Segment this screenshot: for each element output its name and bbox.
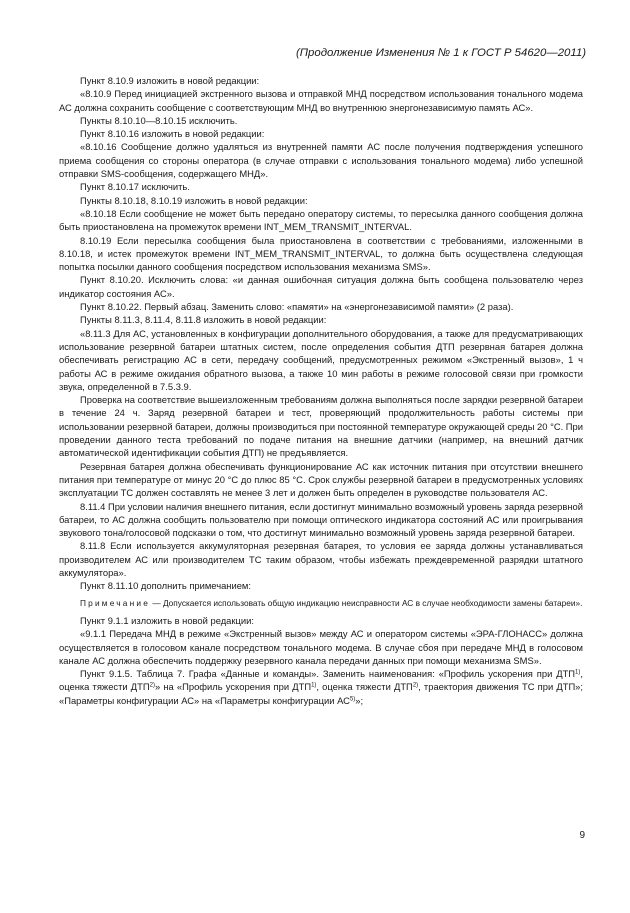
- footnote-ref: 5): [349, 696, 356, 703]
- paragraph: «8.11.3 Для АС, установленных в конфигурации дополнительного оборудования, а также для предусматривающих использование резервной батареи штатных систем, после определения события ДТП резервная батарея должна обеспечивать регистрацию АС в сети, передачу сообщений, предусмотренных режимом «Экстренный вызов», 1 ч работы АС в режиме ожидания обратного вызова, а также 10 мин работы в режиме голосовой связи при громкости звука, определенной в 7.5.3.9.: [59, 327, 583, 392]
- paragraph: Проверка на соответствие вышеизложенным требованиям должна выполняться после зарядки резервной батареи в течение 24 ч. Заряд резервной батареи и тест, проверяющий продолжительность работы системы при использовании резервной батареи, должны производиться при постоянной температуре окружающей среды 20 °С. При проведении данного теста требований по подаче питания на внешние датчики (например, на внешний датчик автоматической идентификации события ДТП) не предъявляется.: [59, 394, 583, 459]
- paragraph: «9.1.1 Передача МНД в режиме «Экстренный вызов» между АС и оператором системы «ЭРА-ГЛОНАСС» должна осуществляется в голосовом канале посредством тонального модема. В случае сбоя при передаче МНД в голосовом канале АС должна обеспечить поддержку резервного канала передачи данных при помощи механизма SMS».: [59, 628, 583, 666]
- note-text: — Допускается использовать общую индикацию неисправности АС в случае необходимости замены батареи».: [150, 597, 583, 608]
- paragraph: Пункт 9.1.1 изложить в новой редакции:: [80, 614, 254, 626]
- paragraph: Резервная батарея должна обеспечивать функционирование АС как источник питания при отсутствии внешнего питания при температуре от минус 20 °С до плюс 85 °С. Срок службы резервной батареи в предусмотренных условиях эксплуатации ТС должен составлять не менее 3 лет и должен быть определен в руководстве пользователя АС.: [59, 460, 583, 499]
- note-label: Примечание: [80, 597, 151, 608]
- paragraph: 8.10.19 Если пересылка сообщения была приостановлена в соответствии с требованиями, изложенными в 8.10.18, и истек промежуток времени INT_MEM_TRANSMIT_INTERVAL, то должна быть осуществлена следующая попытка посылки данного сообщения посредством использования механизма SMS».: [59, 234, 583, 273]
- page-number: 9: [579, 830, 585, 841]
- paragraph-with-footnotes: Пункт 9.1.5. Таблица 7. Графа «Данные и команды». Заменить наименования: «Профиль ускорения при ДТП$^{1)}$, оценка тяжести ДТП$^{2)}$» на «Профиль ускорения при ДТП$^{1)}$, оценка тяжести ДТП$^{2)}$, траектория движения ТС при ДТП»; «Параметры конфигурации АС» на «Параметры конфигурации АС$^{5)}$»;: [59, 668, 584, 706]
- paragraph: Пункт 8.10.16 изложить в новой редакции:: [80, 128, 265, 140]
- footnote-ref: 2): [412, 682, 419, 689]
- paragraph: Пункт 8.10.22. Первый абзац. Заменить слово: «памяти» на «энергонезависимой памяти» (2 раза).: [80, 301, 514, 313]
- paragraph: Пункт 8.10.9 изложить в новой редакции:: [80, 75, 260, 86]
- paragraph: 8.11.8 Если используется аккумуляторная резервная батарея, то условия ее заряда должны устанавливаться производителем АС или производителем ТС таким образом, чтобы избежать преждевременной разрядки штатного аккумулятора».: [59, 540, 583, 578]
- paragraph: Пункт 8.10.17 исключить.: [80, 181, 190, 193]
- note-paragraph: [59, 598, 583, 609]
- paragraph: Пункт 8.11.10 дополнить примечанием:: [80, 580, 251, 592]
- paragraph: 8.11.4 При условии наличия внешнего питания, если достигнут минимально возможный уровень заряда резервной батареи, то АС должна сообщить пользователю при помощи оптического индикатора состояний АС или проигрывания звукового тона/голосовой подсказки о том, что достигнут минимально возможный уровень заряда резервной батареи.: [59, 500, 583, 539]
- paragraph: «8.10.16 Сообщение должно удаляться из внутренней памяти АС после получения подтверждения успешного приема сообщения со стороны оператора (в случае отправки с использования тонального модема) либо успешной отправки SMS-сообщения, содержащего МНД».: [59, 141, 583, 180]
- paragraph: Пункты 8.11.3, 8.11.4, 8.11.8 изложить в новой редакции:: [80, 314, 327, 326]
- footnote-ref: 1): [311, 682, 317, 689]
- document-body: [59, 74, 583, 707]
- paragraph: Пункты 8.10.18, 8.10.19 изложить в новой редакции:: [80, 194, 308, 206]
- paragraph: «8.10.9 Перед инициацией экстренного вызова и отправкой МНД посредством использования тонального модема АС должна сохранить сообщение с соответствующим МНД во внутреннюю энергонезависимую память АС».: [59, 88, 583, 113]
- running-header: (Продолжение Изменения № 1 к ГОСТ Р 54620—2011): [295, 47, 586, 59]
- paragraph: Пункты 8.10.10—8.10.15 исключить.: [80, 114, 238, 126]
- footnote-ref: 1): [575, 669, 581, 676]
- paragraph: Пункт 8.10.20. Исключить слова: «и данная ошибочная ситуация должна быть сообщена пользователю через индикатор состояния АС».: [59, 274, 583, 299]
- paragraph: «8.10.18 Если сообщение не может быть передано оператору системы, то пересылка данного сообщения должна быть приостановлена на промежуток времени INT_MEM_TRANSMIT_INTERVAL.: [59, 207, 583, 233]
- footnote-ref: 2): [149, 682, 155, 689]
